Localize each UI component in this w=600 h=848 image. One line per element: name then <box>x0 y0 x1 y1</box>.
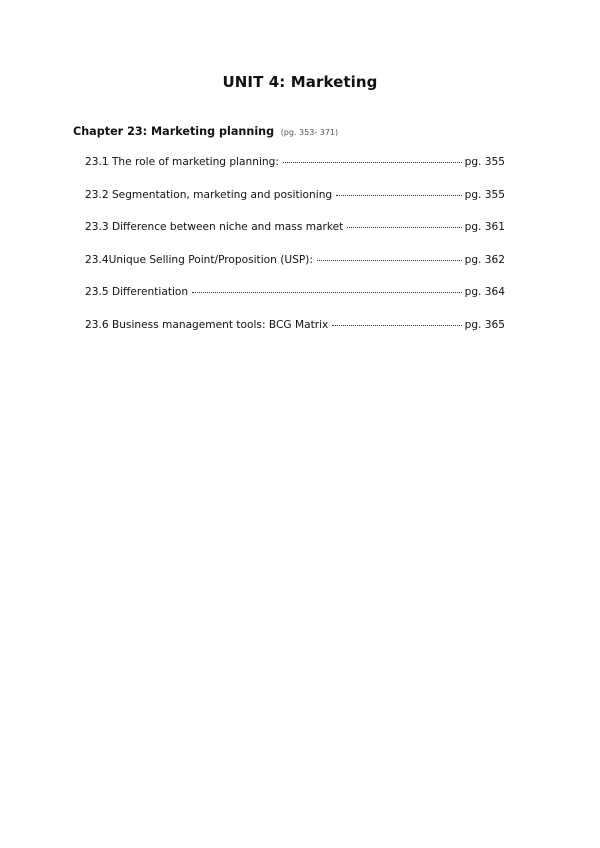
toc-entry-page: pg. 364 <box>464 286 505 299</box>
toc-entry-label: 23.1 The role of marketing planning: <box>85 156 279 168</box>
toc-dot-leader <box>283 162 462 163</box>
toc-entry-23-1 <box>85 156 505 189</box>
toc-dot-leader <box>336 195 461 196</box>
toc-dot-leader <box>192 292 461 293</box>
toc-entry-label: 23.3 Difference between niche and mass market <box>85 221 344 234</box>
toc-entry-page: pg. 355 <box>464 188 505 201</box>
toc-entry-23-6 <box>85 319 505 352</box>
toc-entry-23-4 <box>85 254 505 287</box>
toc-entry-label: 23.4Unique Selling Point/Proposition (USP): <box>85 253 313 266</box>
table-of-contents <box>85 156 505 352</box>
toc-entry-23-3 <box>85 221 505 254</box>
toc-entry-label: 23.6 Business management tools: BCG Matrix <box>85 318 329 331</box>
toc-entry-page: pg. 361 <box>464 221 505 234</box>
unit-title: UNIT 4: Marketing <box>222 73 378 91</box>
toc-dot-leader <box>317 260 462 261</box>
toc-entry-23-2 <box>85 189 505 222</box>
toc-entry-label: 23.2 Segmentation, marketing and positioning <box>85 188 333 201</box>
toc-dot-leader <box>332 325 461 326</box>
toc-entry-page: pg. 362 <box>464 253 505 266</box>
chapter-title: Chapter 23: Marketing planning <box>73 125 275 138</box>
chapter-page-range: (pg. 353- 371) <box>280 128 339 137</box>
toc-entry-page: pg. 365 <box>464 318 505 331</box>
toc-entry-label: 23.5 Differentiation <box>85 286 189 299</box>
toc-dot-leader <box>347 227 461 228</box>
chapter-heading <box>73 125 338 138</box>
toc-entry-page: pg. 355 <box>464 156 505 168</box>
toc-entry-23-5 <box>85 286 505 319</box>
